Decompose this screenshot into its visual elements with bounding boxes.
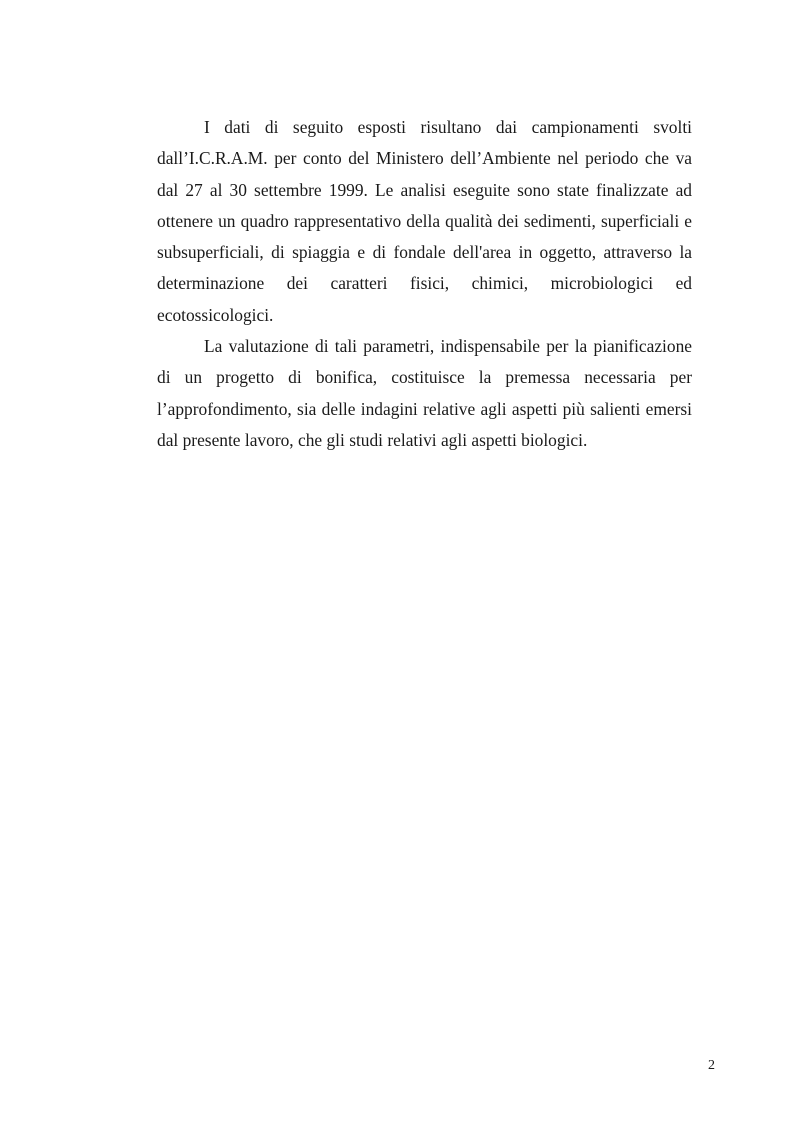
paragraph-1: I dati di seguito esposti risultano dai campionamenti svolti dall’I.C.R.A.M. per conto del Ministero dell’Ambiente nel periodo che va dal 27 al 30 settembre 1999. Le analisi eseguite sono state finalizzate ad ottenere un quadro rappresentativo della qualità dei sedimenti, superficiali e subsuperficiali, di spiaggia e di fondale dell'area in oggetto, attraverso la determinazione dei caratteri fisici, chimici, microbiologici ed ecotossicologici.	[157, 117, 692, 325]
body-text	[157, 112, 692, 456]
page-number: 2	[708, 1058, 715, 1073]
paragraph-2: La valutazione di tali parametri, indispensabile per la pianificazione di un progetto di bonifica, costituisce la premessa necessaria per l’approfondimento, sia delle indagini relative agli aspetti più salienti emersi dal presente lavoro, che gli studi relativi agli aspetti biologici.	[157, 336, 692, 450]
